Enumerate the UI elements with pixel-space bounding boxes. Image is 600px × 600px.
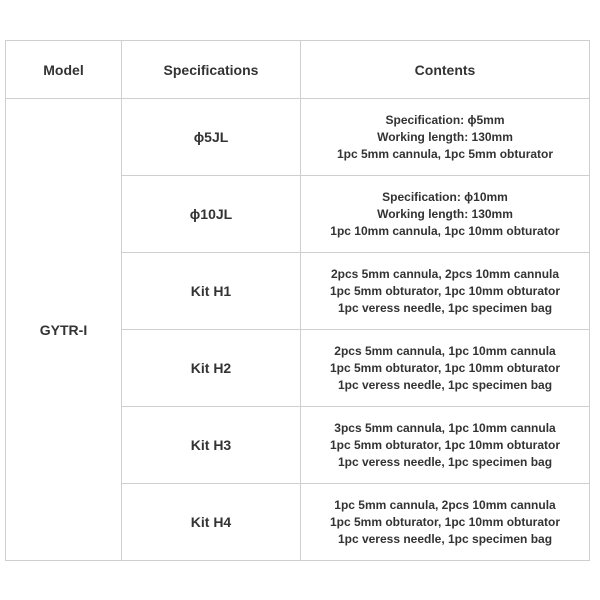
contents-cell [301,176,590,253]
header-specifications: Specifications [122,41,301,99]
spec-cell: Kit H4 [122,484,301,561]
spec-cell: ϕ5JL [122,99,301,176]
contents-line: 1pc 5mm cannula, 2pcs 10mm cannula [334,497,556,512]
contents-cell [301,253,590,330]
contents-line: 1pc 5mm obturator, 1pc 10mm obturator [329,437,561,452]
model-cell: GYTR-I [6,99,122,561]
spec-cell: Kit H3 [122,407,301,484]
table-row [6,99,590,176]
contents-line: 1pc 5mm obturator, 1pc 10mm obturator [329,514,561,529]
spec-cell: ϕ10JL [122,176,301,253]
header-contents: Contents [301,41,590,99]
contents-line: 1pc veress needle, 1pc specimen bag [337,454,553,469]
contents-line: 1pc 5mm cannula, 1pc 5mm obturator [336,146,554,161]
contents-line: Specification: ϕ10mm [382,189,508,204]
contents-line: Working length: 130mm [377,129,513,144]
contents-cell [301,99,590,176]
header-model: Model [6,41,122,99]
contents-cell [301,484,590,561]
contents-cell [301,407,590,484]
contents-cell [301,330,590,407]
contents-line: 1pc 5mm obturator, 1pc 10mm obturator [329,360,561,375]
contents-line: 2pcs 5mm cannula, 2pcs 10mm cannula [330,266,560,281]
table-body [6,99,590,561]
product-spec-table [5,40,590,561]
spec-cell: Kit H2 [122,330,301,407]
contents-line: 1pc 5mm obturator, 1pc 10mm obturator [329,283,561,298]
contents-line: 3pcs 5mm cannula, 1pc 10mm cannula [334,420,556,435]
contents-line: 1pc veress needle, 1pc specimen bag [337,531,553,546]
contents-line: 1pc veress needle, 1pc specimen bag [337,377,553,392]
spec-cell: Kit H1 [122,253,301,330]
contents-line: 2pcs 5mm cannula, 1pc 10mm cannula [334,343,556,358]
header-row [6,41,590,99]
table-header [6,41,590,99]
contents-line: 1pc 10mm cannula, 1pc 10mm obturator [330,223,560,238]
contents-line: Working length: 130mm [377,206,513,221]
contents-line: 1pc veress needle, 1pc specimen bag [337,300,553,315]
contents-line: Specification: ϕ5mm [385,112,505,127]
